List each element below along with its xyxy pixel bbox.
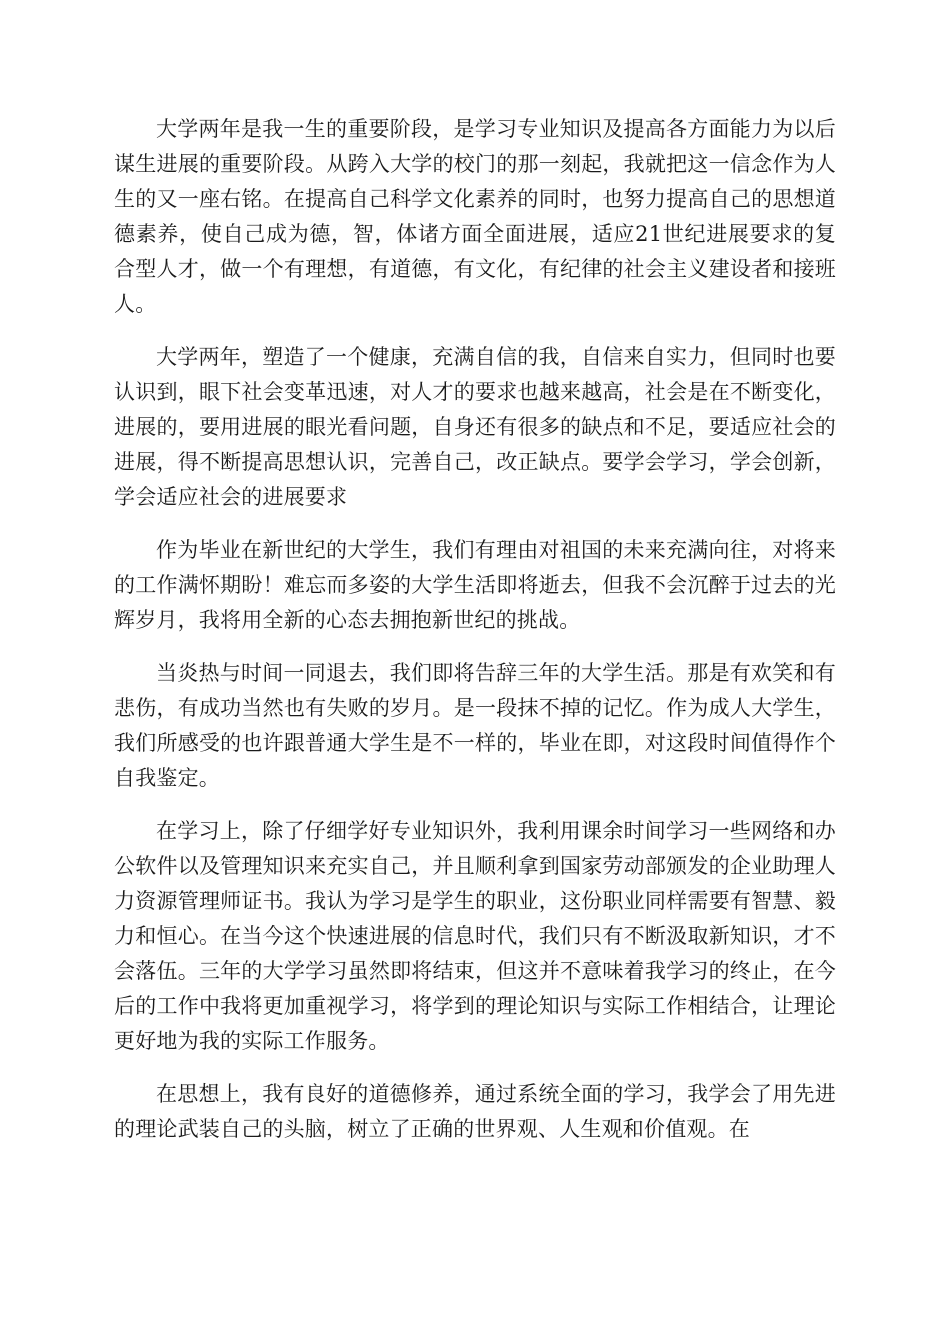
paragraph-2: 大学两年，塑造了一个健康，充满自信的我，自信来自实力，但同时也要认识到，眼下社会变革迅速，对人才的要求也越来越高，社会是在不断变化，进展的，要用进展的眼光看问题，自身还有很多的缺点和不足，要适应社会的进展，得不断提高思想认识，完善自己，改正缺点。要学会学习，学会创新，学会适应社会的进展要求 — [114, 345, 836, 509]
paragraph-1: 大学两年是我一生的重要阶段，是学习专业知识及提高各方面能力为以后谋生进展的重要阶段。从跨入大学的校门的那一刻起，我就把这一信念作为人生的又一座右铭。在提高自己科学文化素养的同时，也努力提高自己的思想道德素养，使自己成为德，智，体诸方面全面进展，适应21世纪进展要求的复合型人才，做一个有理想，有道德，有文化，有纪律的社会主义建设者和接班人。 — [114, 117, 836, 316]
paragraph-6: 在思想上，我有良好的道德修养，通过系统全面的学习，我学会了用先进的理论武装自己的头脑，树立了正确的世界观、人生观和价值观。在 — [114, 1082, 836, 1141]
paragraph-3: 作为毕业在新世纪的大学生，我们有理由对祖国的未来充满向往，对将来的工作满怀期盼！难忘而多姿的大学生活即将逝去，但我不会沉醉于过去的光辉岁月，我将用全新的心态去拥抱新世纪的挑战。 — [114, 538, 836, 632]
paragraph-4: 当炎热与时间一同退去，我们即将告辞三年的大学生活。那是有欢笑和有悲伤，有成功当然也有失败的岁月。是一段抹不掉的记忆。作为成人大学生，我们所感受的也许跟普通大学生是不一样的，毕业在即，对这段时间值得作个自我鉴定。 — [114, 661, 836, 790]
paragraph-5: 在学习上，除了仔细学好专业知识外，我利用课余时间学习一些网络和办公软件以及管理知识来充实自己，并且顺利拿到国家劳动部颁发的企业助理人力资源管理师证书。我认为学习是学生的职业，这份职业同样需要有智慧、毅力和恒心。在当今这个快速进展的信息时代，我们只有不断汲取新知识，才不会落伍。三年的大学学习虽然即将结束，但这并不意味着我学习的终止，在今后的工作中我将更加重视学习，将学到的理论知识与实际工作相结合，让理论更好地为我的实际工作服务。 — [114, 819, 836, 1053]
document-body — [114, 112, 836, 1165]
